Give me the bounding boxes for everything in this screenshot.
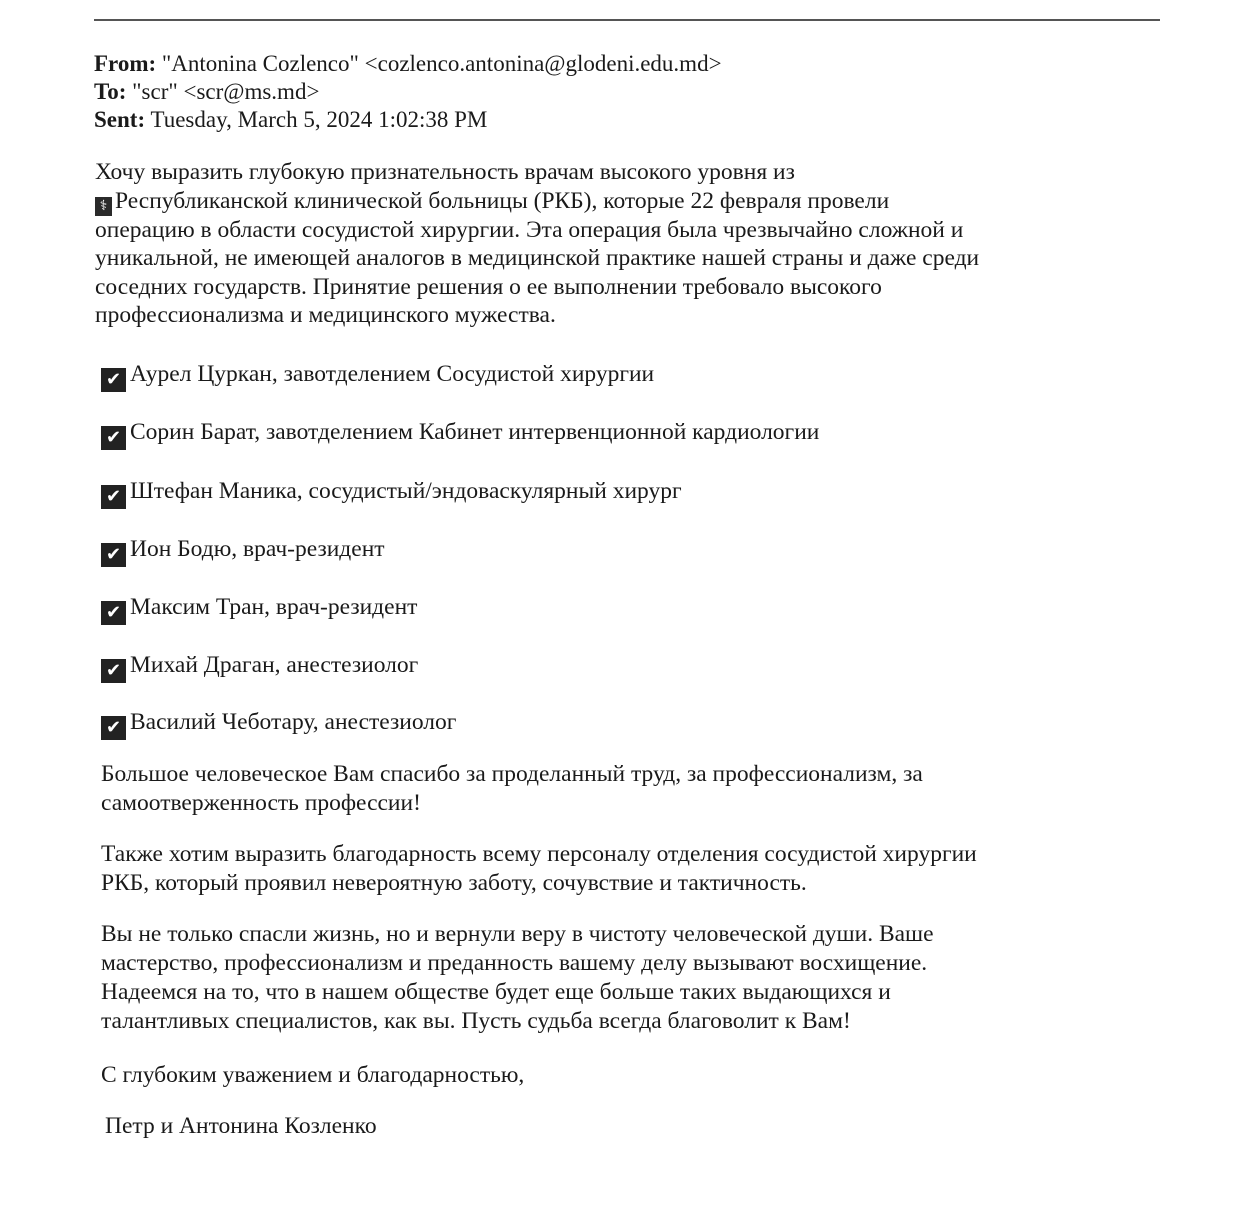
staff-gratitude-line: Также хотим выразить благодарность всему персоналу отделения сосудистой хирургии <box>101 841 977 867</box>
staff-item <box>101 708 456 740</box>
staff-item <box>101 477 682 509</box>
thanks-line: самоотверженность профессии! <box>101 790 421 816</box>
closing-line: Надеемся на то, что в нашем обществе будет еще больше таких выдающихся и <box>101 979 891 1005</box>
intro-line: уникальной, не имеющей аналогов в медицинской практике нашей страны и даже среди <box>95 245 980 272</box>
staff-gratitude-line: РКБ, который проявил невероятную заботу, сочувствие и тактичность. <box>101 870 807 896</box>
to-row <box>94 78 722 106</box>
regards-line: С глубоким уважением и благодарностью, <box>101 1062 525 1088</box>
staff-item-text: Максим Тран, врач-резидент <box>130 594 418 620</box>
top-divider <box>94 19 1160 21</box>
intro-line <box>95 187 1175 216</box>
staff-item-text: Сорин Барат, завотделением Кабинет интервенционной кардиологии <box>130 419 820 445</box>
from-label: From: <box>94 51 157 76</box>
closing-line: мастерство, профессионализм и преданность вашему делу вызывают восхищение. <box>101 950 928 976</box>
staff-item-text: Штефан Маника, сосудистый/эндоваскулярный хирург <box>130 478 682 504</box>
staff-item-text: Ион Бодю, врач-резидент <box>130 536 385 562</box>
intro-line-text: Республиканской клинической больницы (РКБ), которые 22 февраля провели <box>115 187 890 214</box>
check-mark-box-icon: ✔ <box>101 368 126 392</box>
staff-item-text: Михай Драган, анестезиолог <box>130 652 419 678</box>
intro-line: Хочу выразить глубокую признательность врачам высокого уровня из <box>95 159 795 185</box>
thanks-paragraph <box>101 760 1161 818</box>
check-mark-box-icon: ✔ <box>101 485 126 509</box>
staff-item <box>101 535 385 567</box>
from-row <box>94 50 722 78</box>
sent-row <box>94 106 722 134</box>
to-label: To: <box>94 79 127 104</box>
staff-item <box>101 593 417 625</box>
sent-value: Tuesday, March 5, 2024 1:02:38 PM <box>150 107 488 132</box>
closing-line: Вы не только спасли жизнь, но и вернули веру в чистоту человеческой души. Ваше <box>101 921 934 947</box>
staff-item <box>101 418 819 450</box>
staff-item <box>101 360 654 392</box>
staff-gratitude-paragraph <box>101 840 1161 898</box>
check-mark-box-icon: ✔ <box>101 543 126 567</box>
check-mark-box-icon: ✔ <box>101 659 126 683</box>
check-mark-box-icon: ✔ <box>101 601 126 625</box>
to-value: "scr" <scr@ms.md> <box>132 79 320 104</box>
signature: Петр и Антонина Козленко <box>105 1113 377 1139</box>
staff-item-text: Василий Чеботару, анестезиолог <box>130 709 457 735</box>
check-mark-box-icon: ✔ <box>101 426 126 450</box>
staff-item-text: Аурел Цуркан, завотделением Сосудистой хирургии <box>130 361 655 387</box>
closing-paragraph <box>101 920 1161 1036</box>
check-mark-box-icon: ✔ <box>101 716 126 740</box>
intro-line: соседних государств. Принятие решения о ее выполнении требовало высокого <box>95 273 882 300</box>
intro-paragraph <box>95 158 1175 330</box>
medical-caduceus-icon: ⚕ <box>95 197 112 216</box>
thanks-line: Большое человеческое Вам спасибо за проделанный труд, за профессионализм, за <box>101 761 923 787</box>
email-header <box>94 50 722 134</box>
staff-item <box>101 651 418 683</box>
closing-line: талантливых специалистов, как вы. Пусть судьба всегда благоволит к Вам! <box>101 1008 851 1034</box>
sent-label: Sent: <box>94 107 146 132</box>
intro-line: профессионализма и медицинского мужества. <box>95 302 556 329</box>
from-value: "Antonina Cozlenco" <cozlenco.antonina@glodeni.edu.md> <box>161 51 722 76</box>
intro-line: операцию в области сосудистой хирургии. Эта операция была чрезвычайно сложной и <box>95 216 964 243</box>
